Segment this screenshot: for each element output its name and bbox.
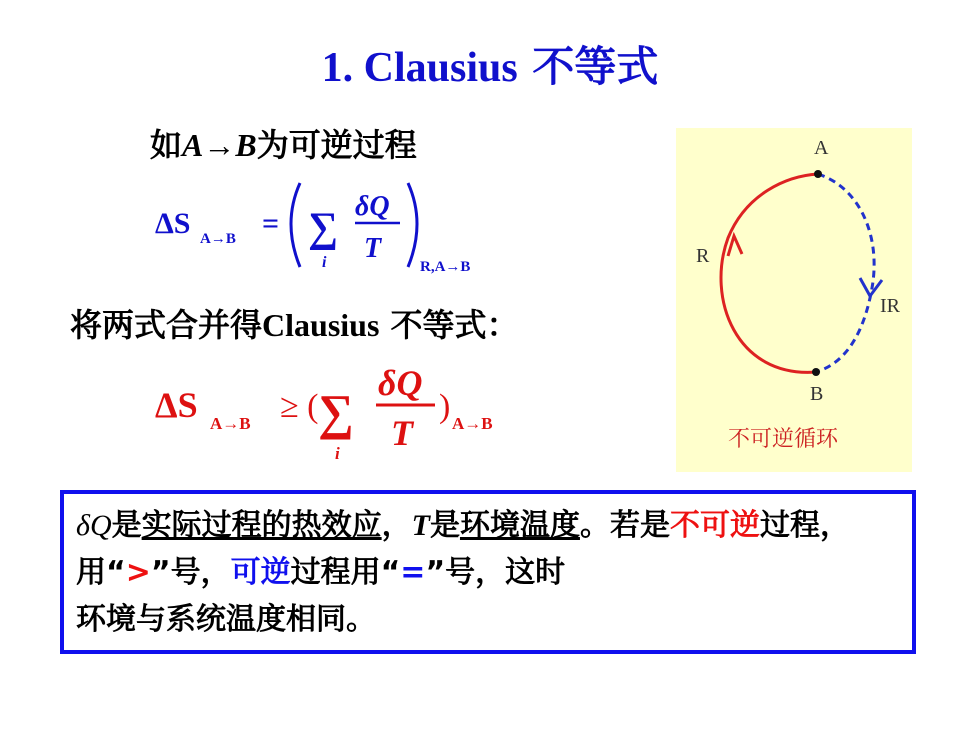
note-dq: δQ <box>76 509 112 542</box>
eq1-op: = <box>262 207 280 240</box>
cycle-figure <box>676 128 912 472</box>
note-heat-effect: 实际过程的热效应 <box>141 508 382 543</box>
eq2-close-paren: ) <box>439 388 451 425</box>
eq2-op: ≥ ( <box>280 388 319 425</box>
eq1-denominator: T <box>364 233 382 264</box>
title-cjk: 不等式 <box>532 42 659 91</box>
combine-suffix: 不等式： <box>390 306 519 344</box>
note-reversible: 可逆 <box>230 555 291 590</box>
slide-title <box>0 34 980 94</box>
irreversible-cycle-diagram <box>676 128 912 472</box>
eq2-index: i <box>335 444 340 463</box>
condition-line <box>150 120 417 166</box>
condition-prefix: 如 <box>150 126 183 164</box>
note-t3: 是 <box>429 508 460 543</box>
note-t7: 过程用“ <box>290 555 401 590</box>
diagram-caption: 不可逆循环 <box>728 427 839 452</box>
note-t4: 。若是 <box>579 508 670 543</box>
eq1-numerator: δQ <box>355 191 390 222</box>
eq2-sub: A→B <box>452 414 493 433</box>
entropy-equation-reversible <box>150 175 530 275</box>
eq2-sum: ∑ <box>318 384 354 440</box>
eq1-condition: R,A→B <box>420 259 471 275</box>
combine-line <box>70 300 519 346</box>
irreversible-path-ir <box>816 174 874 372</box>
label-a: A <box>814 137 829 159</box>
note-t6: ”号， <box>150 555 231 590</box>
reversible-arrow-icon <box>728 236 742 256</box>
condition-suffix: 为可逆过程 <box>256 126 417 164</box>
clausius-inequality <box>150 355 530 465</box>
condition-process: A→B <box>182 127 257 163</box>
eq2-denominator: T <box>391 413 413 453</box>
combine-prefix: 将两式合并得 <box>70 306 263 344</box>
eq1-index: i <box>322 254 327 271</box>
label-r: R <box>696 245 710 267</box>
reversible-path-r <box>721 174 818 372</box>
combine-name: Clausius <box>262 307 380 343</box>
note-t2: ， <box>381 508 412 543</box>
note-t-symbol: T <box>411 509 430 542</box>
eq1-lhs-sub: A→B <box>200 231 236 247</box>
note-t5: 过程，用“ <box>76 508 850 590</box>
note-t9: 环境与系统温度相同。 <box>76 602 376 637</box>
point-b <box>812 368 820 376</box>
explanation-box <box>60 490 916 654</box>
note-eq-sign: = <box>400 555 426 590</box>
label-b: B <box>810 383 824 405</box>
eq2-numerator: δQ <box>378 363 423 403</box>
eq2-lhs-sub: A→B <box>210 414 251 433</box>
note-env-temp: 环境温度 <box>459 508 580 543</box>
eq1-lhs: ΔS <box>155 207 191 240</box>
note-gt-sign: > <box>125 555 151 590</box>
note-t8: ”号，这时 <box>425 555 566 590</box>
note-irreversible: 不可逆 <box>669 508 760 543</box>
point-a <box>814 170 822 178</box>
eq1-right-paren <box>408 183 417 267</box>
note-t1: 是 <box>111 508 142 543</box>
eq1-sum: ∑ <box>308 205 338 251</box>
eq2-lhs: ΔS <box>155 385 198 425</box>
eq1-left-paren <box>291 183 300 267</box>
title-number: 1. Clausius <box>321 45 518 91</box>
label-ir: IR <box>880 295 900 317</box>
